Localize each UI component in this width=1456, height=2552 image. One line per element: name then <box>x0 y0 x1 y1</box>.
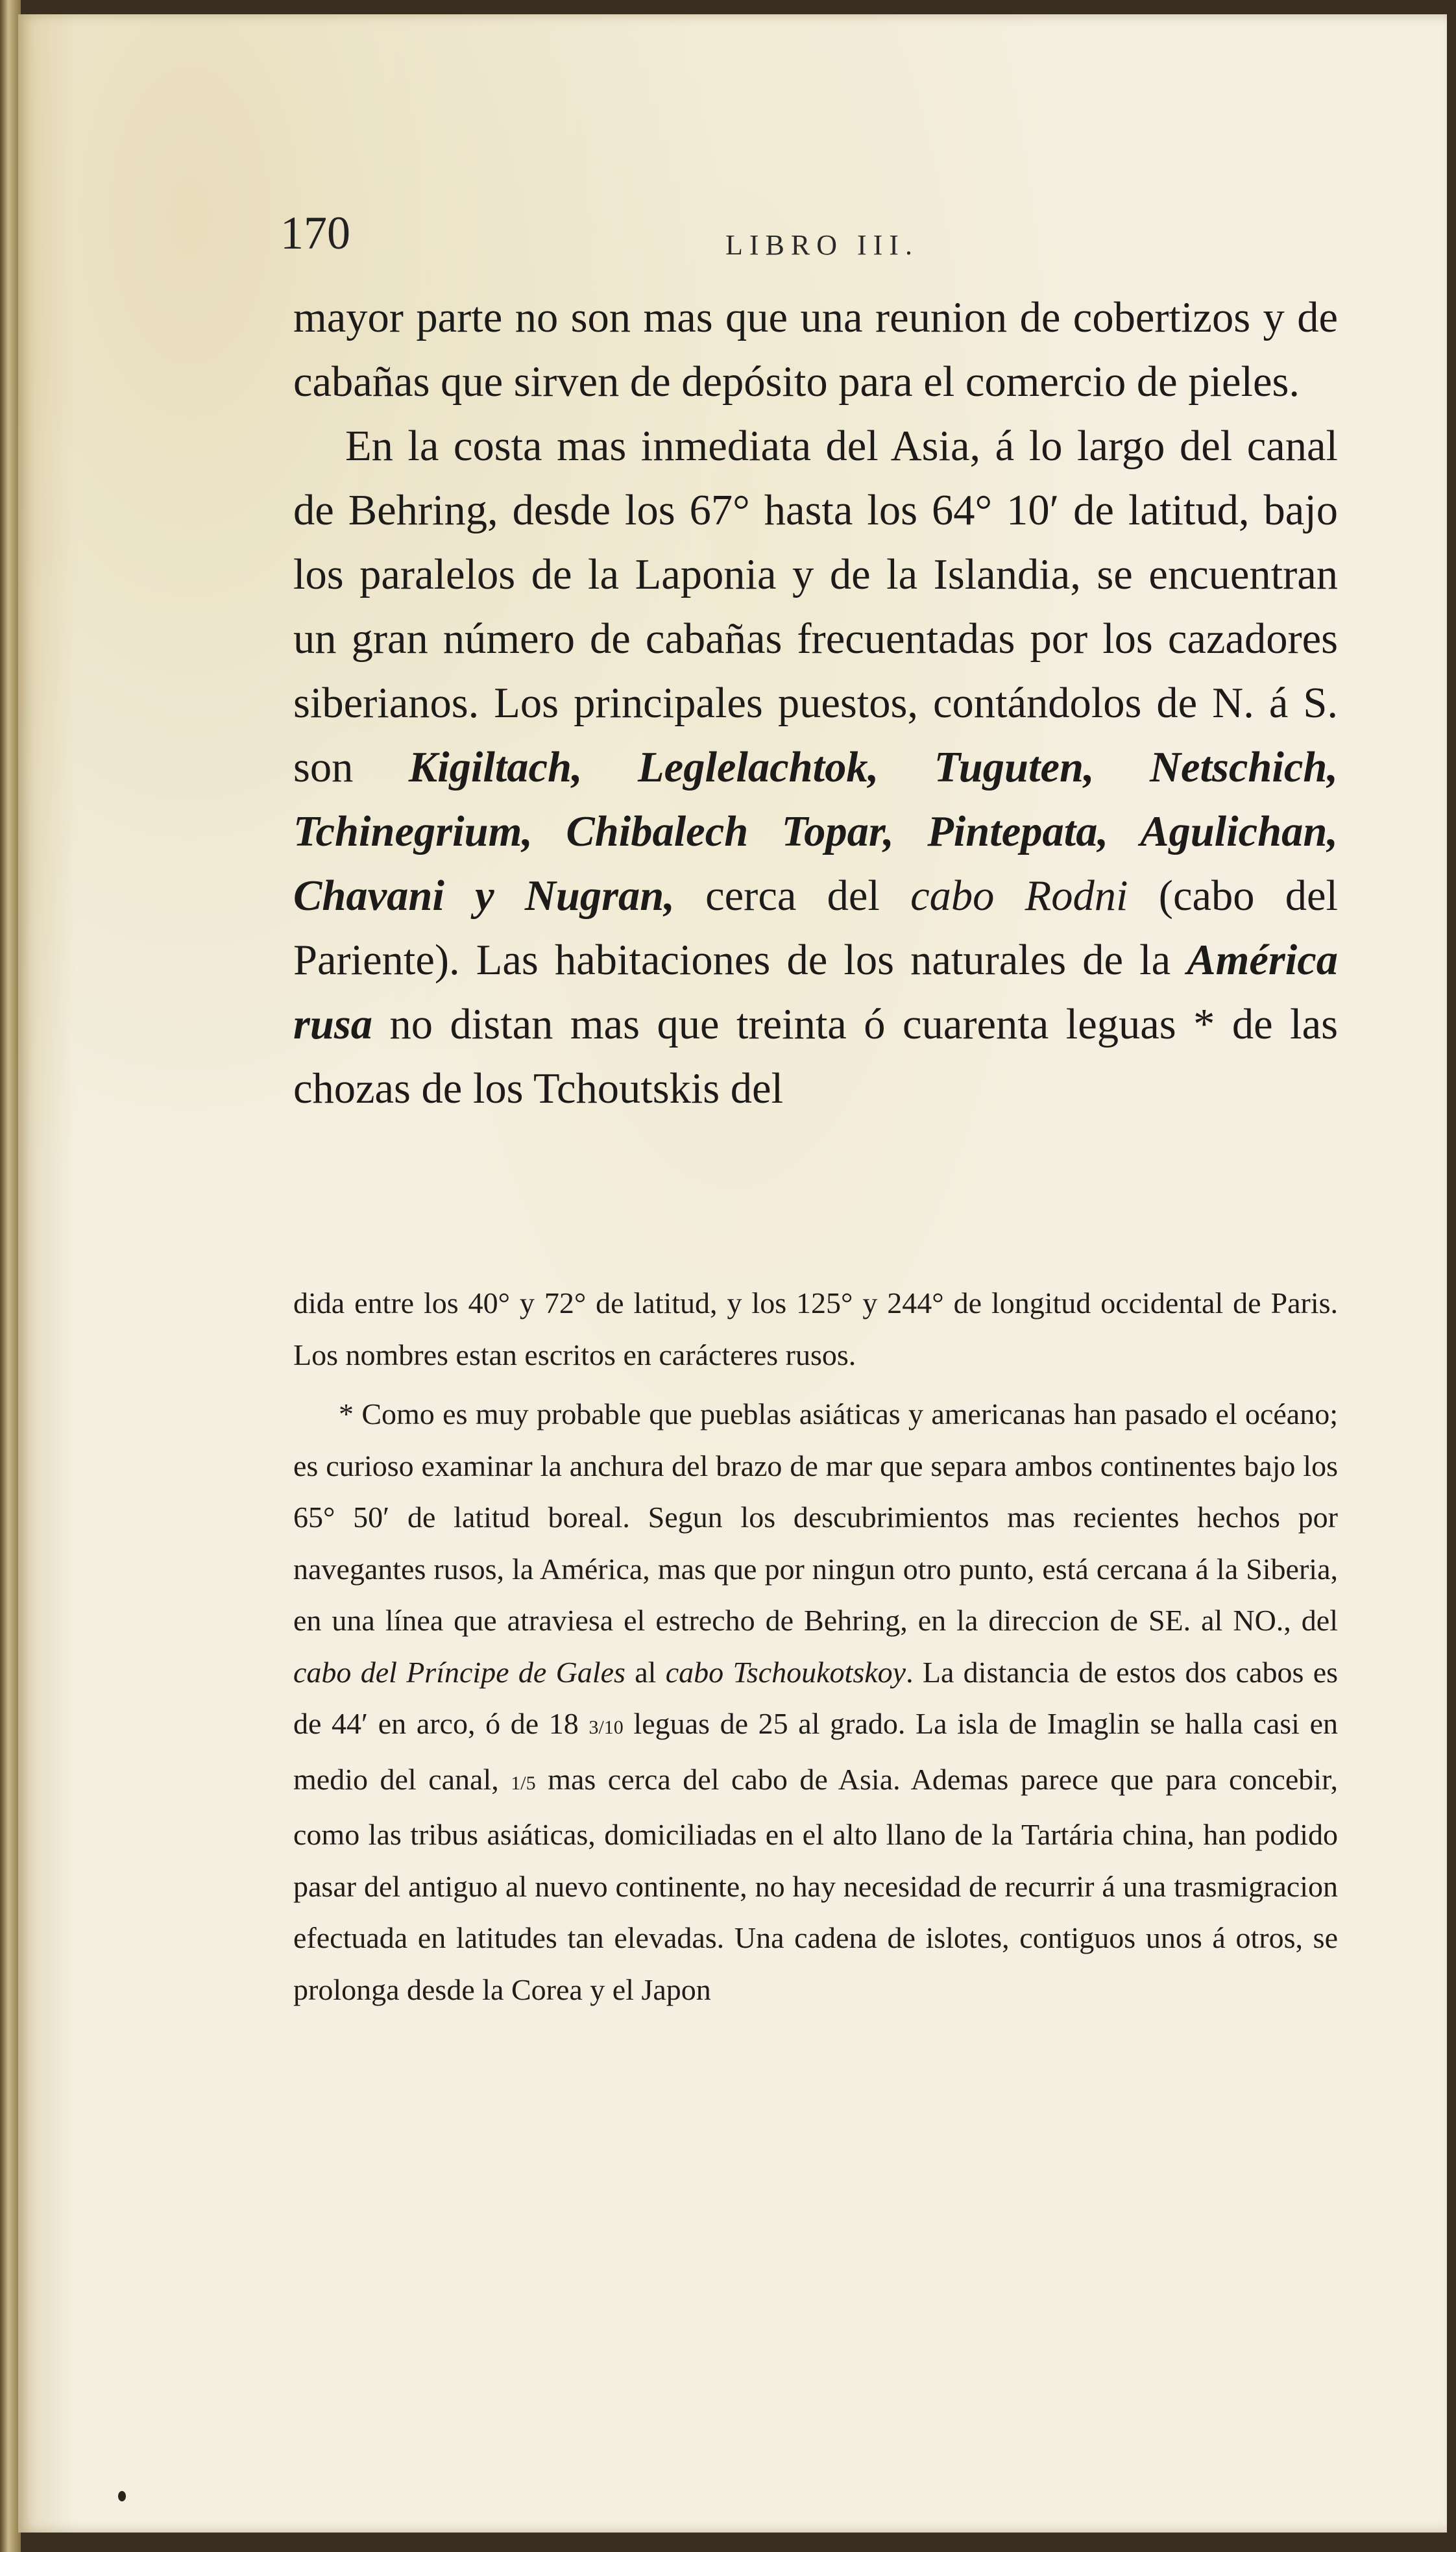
footnote-star-a: * Como es muy probable que pueblas asiáticas y americanas han pasado el océano; es curioso examinar la anchura del brazo de mar que separa ambos continentes bajo los 65° 50′ de latitud boreal. Segun los descubrimientos mas recientes hechos por navegantes rusos, la América, mas que por ningun otro punto, está cercana á la Siberia, en una línea que atraviesa el estrecho de Behring, en la direccion de SE. al NO., del <box>293 1397 1338 1637</box>
ink-fleck <box>118 2491 126 2501</box>
footnote-star-b: . La distancia de estos dos cabos es de 44′ en arco, ó de 18 <box>293 1655 1339 1740</box>
running-title: LIBRO III. <box>725 229 919 261</box>
fraction-1-5: 1/5 <box>511 1772 536 1794</box>
paragraph-2-cerca: cerca del <box>674 872 911 920</box>
main-text <box>293 286 1338 1121</box>
cabo-principe-de-gales: cabo del Príncipe de Gales <box>293 1655 625 1689</box>
footnote-star-c: leguas de 25 al grado. La isla de Imaglin se halla casi en medio del canal, <box>293 1707 1339 1796</box>
cabo-rodni: cabo Rodni <box>910 872 1128 920</box>
fraction-3-10: 3/10 <box>588 1717 624 1738</box>
paragraph-2 <box>293 414 1338 1121</box>
paragraph-1: mayor parte no son mas que una reunion de cobertizos y de cabañas que sirven de depósito para el comercio de pieles. <box>293 294 1338 406</box>
place-names: Kigiltach, Leglelachtok, Tuguten, Netschich, Tchinegrium, Chibalech Topar, Pintepata, Agulichan, Chavani y Nugran, <box>293 744 1338 920</box>
footnote-star-d: mas cerca del cabo de Asia. Ademas parece que para concebir, como las tribus asiáticas, domiciliadas en el alto llano de la Tartária china, han podido pasar del antiguo al nuevo continente, no hay necesidad de recurrir á una trasmigracion efectuada en latitudes tan elevadas. Una cadena de islotes, contiguos unos á otros, se prolonga desde la Corea y el Japon <box>293 1762 1338 2006</box>
footnotes <box>293 1277 1338 2015</box>
paragraph-2-intro: En la costa mas inmediata del Asia, á lo largo del canal de Behring, desde los 67° hasta los 64° 10′ de latitud, bajo los paralelos de la Laponia y de la Islandia, se encuentran un gran número de cabañas frecuentadas por los cazadores siberianos. Los principales puestos, contándolos de N. á S. son <box>293 423 1338 791</box>
paragraph-2-mid: (cabo del Pariente). Las habitaciones de los naturales de la <box>293 872 1338 984</box>
footnote-continued: dida entre los 40° y 72° de latitud, y los 125° y 244° de longitud occidental de Paris. Los nombres estan escritos en carácteres rusos. <box>293 1286 1338 1371</box>
footnote-al: al <box>625 1655 666 1689</box>
footnote-star <box>293 1388 1338 2015</box>
page-number: 170 <box>280 207 350 259</box>
cabo-tschoukotskoy: cabo Tschoukotskoy <box>665 1655 906 1689</box>
america-rusa: América rusa <box>293 937 1338 1048</box>
paragraph-2-end: no distan mas que treinta ó cuarenta leguas * de las chozas de los Tchoutskis del <box>293 1001 1338 1112</box>
